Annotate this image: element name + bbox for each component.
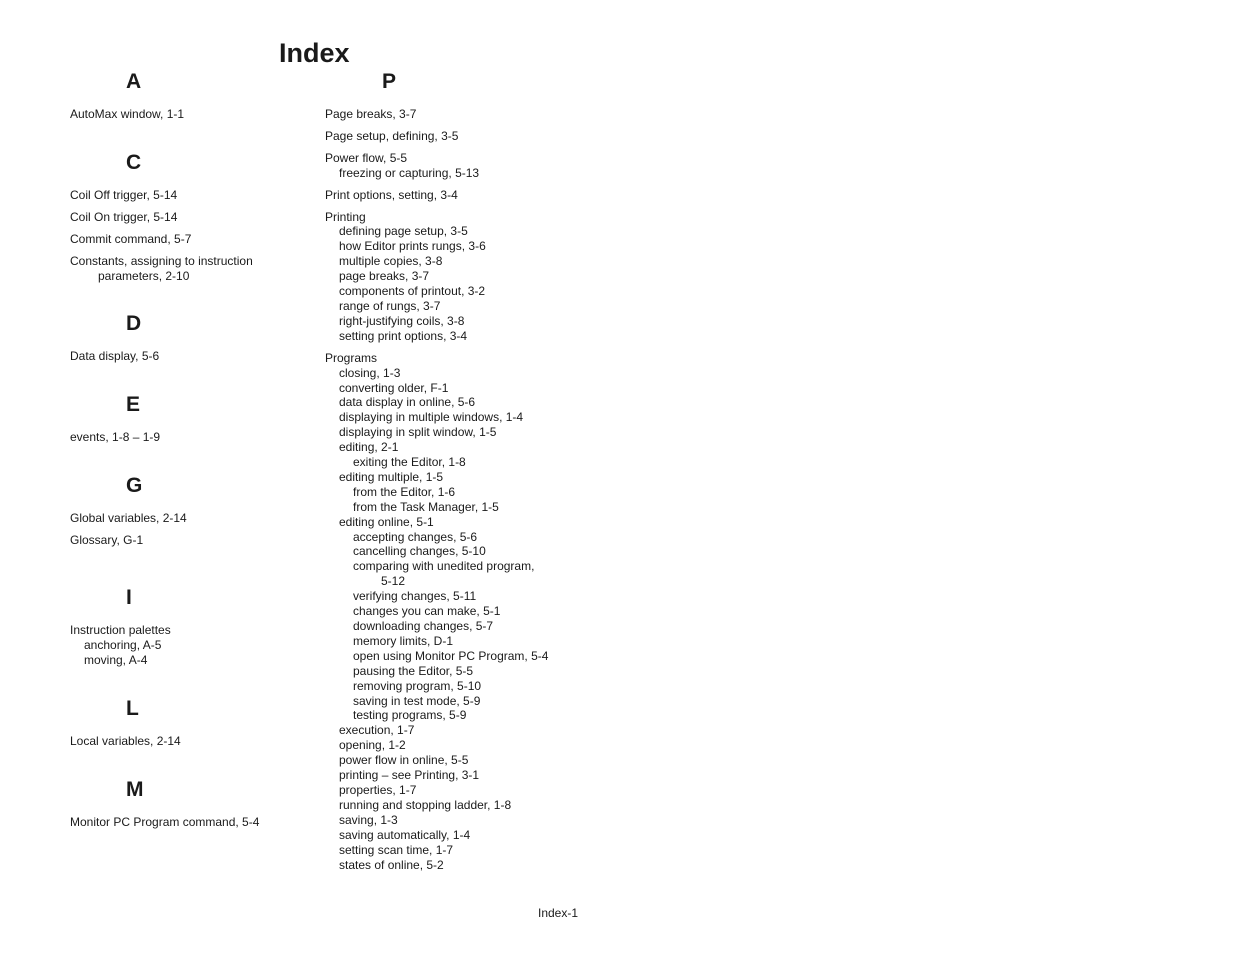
index-subsubentry: verifying changes, 5-11 <box>353 589 477 604</box>
index-subsubentry: open using Monitor PC Program, 5-4 <box>353 648 549 663</box>
index-subsubentry: comparing with unedited program, <box>353 559 535 574</box>
index-subentry: freezing or capturing, 5-13 <box>339 165 480 180</box>
index-subsubentry: cancelling changes, 5-10 <box>353 544 486 559</box>
index-subentry: saving, 1-3 <box>339 812 398 827</box>
index-subentry: closing, 1-3 <box>339 365 401 380</box>
index-subentry: saving automatically, 1-4 <box>339 827 471 842</box>
index-subentry: displaying in split window, 1-5 <box>339 425 497 440</box>
index-entry: Coil Off trigger, 5-14 <box>70 187 178 202</box>
index-subentry: editing online, 5-1 <box>339 514 434 529</box>
index-entry: Global variables, 2-14 <box>70 511 187 526</box>
index-subentry: components of printout, 3-2 <box>339 284 486 299</box>
index-entry: Local variables, 2-14 <box>70 733 181 748</box>
index-subentry: setting print options, 3-4 <box>339 328 468 343</box>
index-entry-continuation: 5-12 <box>381 574 406 589</box>
index-letter-c: C <box>126 150 142 174</box>
index-entry: Instruction palettes <box>70 623 171 638</box>
index-entry: AutoMax window, 1-1 <box>70 107 185 121</box>
index-subsubentry: from the Editor, 1-6 <box>353 484 456 499</box>
index-entry: Data display, 5-6 <box>70 349 160 364</box>
index-subentry: editing multiple, 1-5 <box>339 469 444 484</box>
page-title: Index <box>279 38 350 68</box>
index-letter-i: I <box>126 586 132 610</box>
index-entry: events, 1-8 – 1-9 <box>70 430 161 445</box>
index-column-left <box>70 68 290 830</box>
index-subsubentry: saving in test mode, 5-9 <box>353 693 481 708</box>
index-entry: Print options, setting, 3-4 <box>325 187 458 202</box>
index-letter-p: P <box>382 70 397 93</box>
index-letter-m: M <box>126 777 144 801</box>
index-column-right <box>325 68 625 872</box>
index-entry: Glossary, G-1 <box>70 533 144 548</box>
index-entry: Constants, assigning to instruction <box>70 253 253 268</box>
index-entry: Coil On trigger, 5-14 <box>70 209 178 224</box>
index-subentry: range of rungs, 3-7 <box>339 298 441 313</box>
index-subsubentry: accepting changes, 5-6 <box>353 529 478 544</box>
index-subentry: data display in online, 5-6 <box>339 395 476 410</box>
index-letter-l: L <box>126 696 139 720</box>
index-subsubentry: downloading changes, 5-7 <box>353 619 494 633</box>
index-subentry: page breaks, 3-7 <box>339 269 430 284</box>
index-subentry: printing – see Printing, 3-1 <box>339 768 480 783</box>
index-subsubentry: pausing the Editor, 5-5 <box>353 663 474 678</box>
index-subentry: properties, 1-7 <box>339 782 417 797</box>
index-subentry: moving, A-4 <box>84 652 148 667</box>
index-subentry: displaying in multiple windows, 1-4 <box>339 410 524 425</box>
index-subentry: states of online, 5-2 <box>339 857 444 872</box>
index-entry: Monitor PC Program command, 5-4 <box>70 814 260 829</box>
index-entry: Power flow, 5-5 <box>325 150 408 165</box>
index-subentry: anchoring, A-5 <box>84 637 162 652</box>
index-subentry: opening, 1-2 <box>339 738 406 753</box>
index-entry: Page breaks, 3-7 <box>325 107 417 121</box>
index-letter-e: E <box>126 393 141 417</box>
index-subentry: setting scan time, 1-7 <box>339 842 454 857</box>
index-subentry: running and stopping ladder, 1-8 <box>339 797 512 812</box>
index-subsubentry: exiting the Editor, 1-8 <box>353 455 466 470</box>
index-entry: Programs <box>325 350 378 365</box>
index-subsubentry: testing programs, 5-9 <box>353 708 467 723</box>
index-subentry: how Editor prints rungs, 3-6 <box>339 239 486 254</box>
index-letter-a: A <box>126 70 142 93</box>
index-subsubentry: changes you can make, 5-1 <box>353 604 501 619</box>
index-entry-continuation: parameters, 2-10 <box>98 268 190 283</box>
index-letter-g: G <box>126 474 143 498</box>
index-subentry: defining page setup, 3-5 <box>339 224 468 239</box>
index-subentry: power flow in online, 5-5 <box>339 753 469 768</box>
index-subentry: converting older, F-1 <box>339 380 449 395</box>
index-entry: Printing <box>325 209 366 224</box>
index-subsubentry: memory limits, D-1 <box>353 633 454 648</box>
index-subsubentry: from the Task Manager, 1-5 <box>353 499 499 514</box>
index-entry: Page setup, defining, 3-5 <box>325 128 459 143</box>
index-entry: Commit command, 5-7 <box>70 231 192 246</box>
index-subentry: editing, 2-1 <box>339 440 399 455</box>
index-subsubentry: removing program, 5-10 <box>353 678 482 693</box>
index-subentry: right-justifying coils, 3-8 <box>339 313 465 328</box>
index-subentry: multiple copies, 3-8 <box>339 254 443 269</box>
index-subentry: execution, 1-7 <box>339 723 415 738</box>
page-number: Index-1 <box>538 906 579 920</box>
index-letter-d: D <box>126 312 142 336</box>
